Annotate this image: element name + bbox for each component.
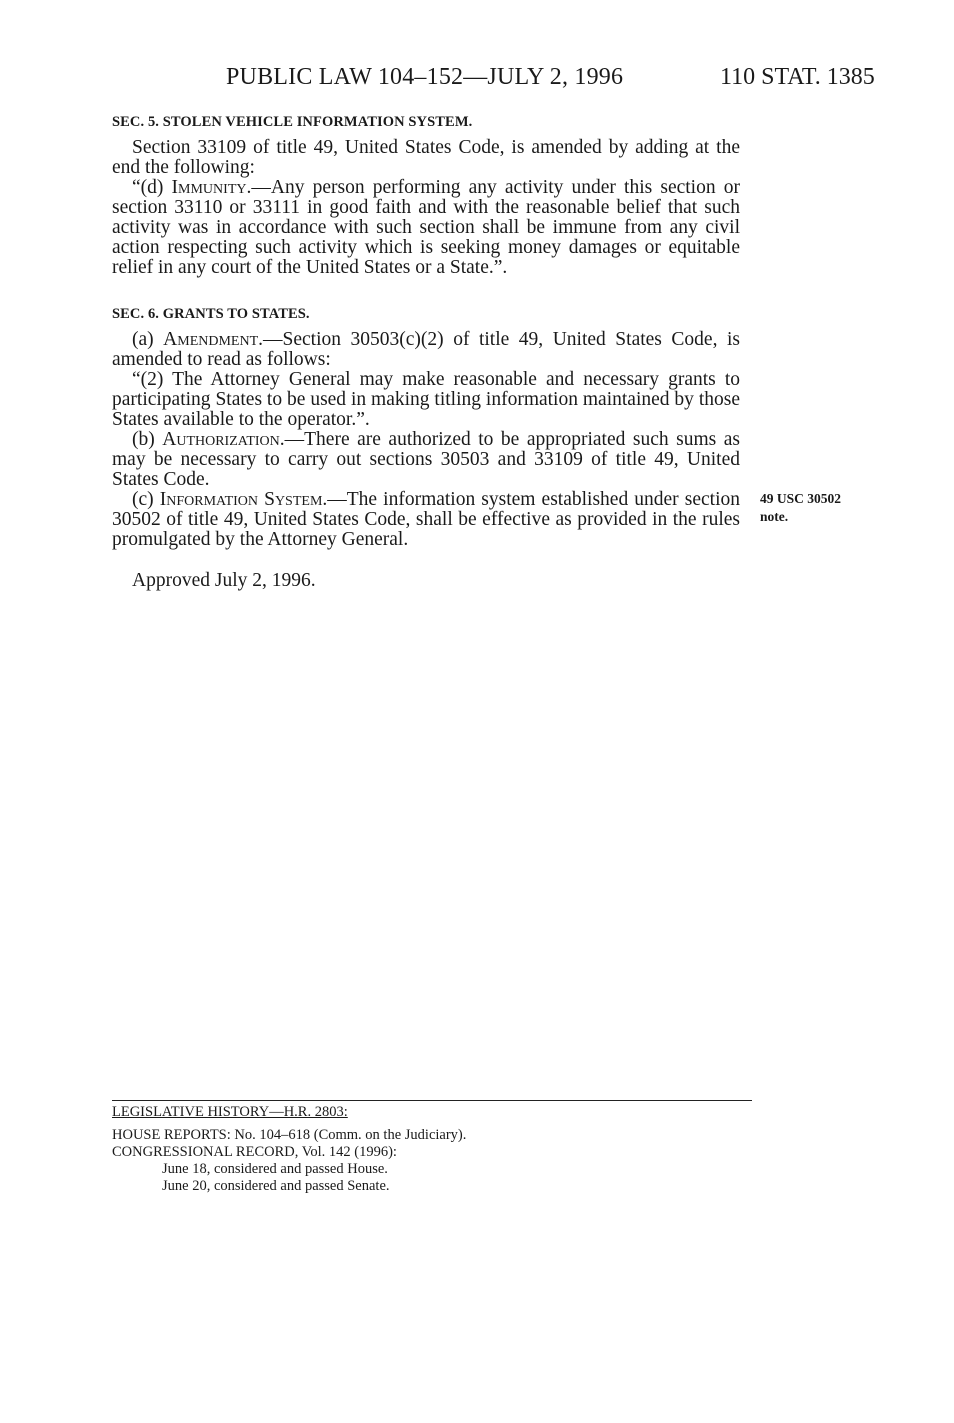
section-6-subsection-c: [112, 490, 740, 550]
subsection-b-caption: Authorization: [162, 429, 280, 450]
section-5-intro: Section 33109 of title 49, United States Code, is amended by adding at the end the following:: [112, 137, 740, 178]
subsection-c-caption: Information System: [159, 489, 323, 510]
house-reports: HOUSE REPORTS: No. 104–618 (Comm. on the Judiciary).: [112, 1127, 467, 1143]
margin-note-citation: 49 USC 30502: [760, 491, 842, 506]
subsection-b-prefix: (b): [132, 429, 163, 450]
subsection-d-text: .—Any person performing any activity under this section or section 33110 or 33111 in good faith and with the reasonable belief that such activity was in accordance with such section shall be immune from any civil action respecting such activity which is seeking money damages or equitable relief in any court of the United States or a State.”.: [112, 177, 740, 278]
stat-page-number: 110 STAT. 1385: [720, 64, 875, 90]
section-5: [112, 112, 740, 278]
subsection-c-prefix: (c): [132, 489, 160, 510]
section-6-heading: SEC. 6. GRANTS TO STATES.: [112, 306, 310, 322]
margin-note-label: note.: [760, 509, 789, 524]
subsection-a-text: .—Section 30503(c)(2) of title 49, United States Code, is amended to read as follows:: [112, 329, 740, 370]
subsection-a-prefix: (a): [132, 329, 164, 350]
congressional-record: CONGRESSIONAL RECORD, Vol. 142 (1996):: [112, 1144, 397, 1160]
section-6: [112, 304, 740, 550]
history-entry: June 18, considered and passed House.: [162, 1161, 388, 1177]
section-6-amended-text: “(2) The Attorney General may make reasonable and necessary grants to participating States to be used in making titling information maintained by those States available to the operator.”.: [112, 369, 740, 430]
subsection-c-text: .—The information system established under section 30502 of title 49, United States Code, shall be effective as provided in the rules promulgated by the Attorney General.: [112, 489, 740, 550]
legislative-history-title: LEGISLATIVE HISTORY—H.R. 2803:: [112, 1104, 348, 1120]
section-5-heading: SEC. 5. STOLEN VEHICLE INFORMATION SYSTEM.: [112, 114, 473, 130]
section-5-subsection-d: [112, 178, 740, 278]
section-6-subsection-a: [112, 330, 740, 370]
margin-note: [760, 490, 841, 526]
approved-date: Approved July 2, 1996.: [132, 570, 316, 591]
section-6-subsection-b: [112, 430, 740, 490]
subsection-a-caption: Amendment: [163, 329, 259, 350]
history-divider: [112, 1100, 752, 1101]
running-head: PUBLIC LAW 104–152—JULY 2, 1996: [226, 64, 624, 90]
subsection-d-prefix: “(d): [132, 177, 172, 198]
subsection-d-caption: Immunity: [171, 177, 247, 198]
subsection-b-text: .—There are authorized to be appropriated such sums as may be necessary to carry out sections 30503 and 33109 of title 49, United States Code.: [112, 429, 740, 490]
legislative-history: [112, 1104, 752, 1195]
history-entry: June 20, considered and passed Senate.: [162, 1178, 390, 1194]
